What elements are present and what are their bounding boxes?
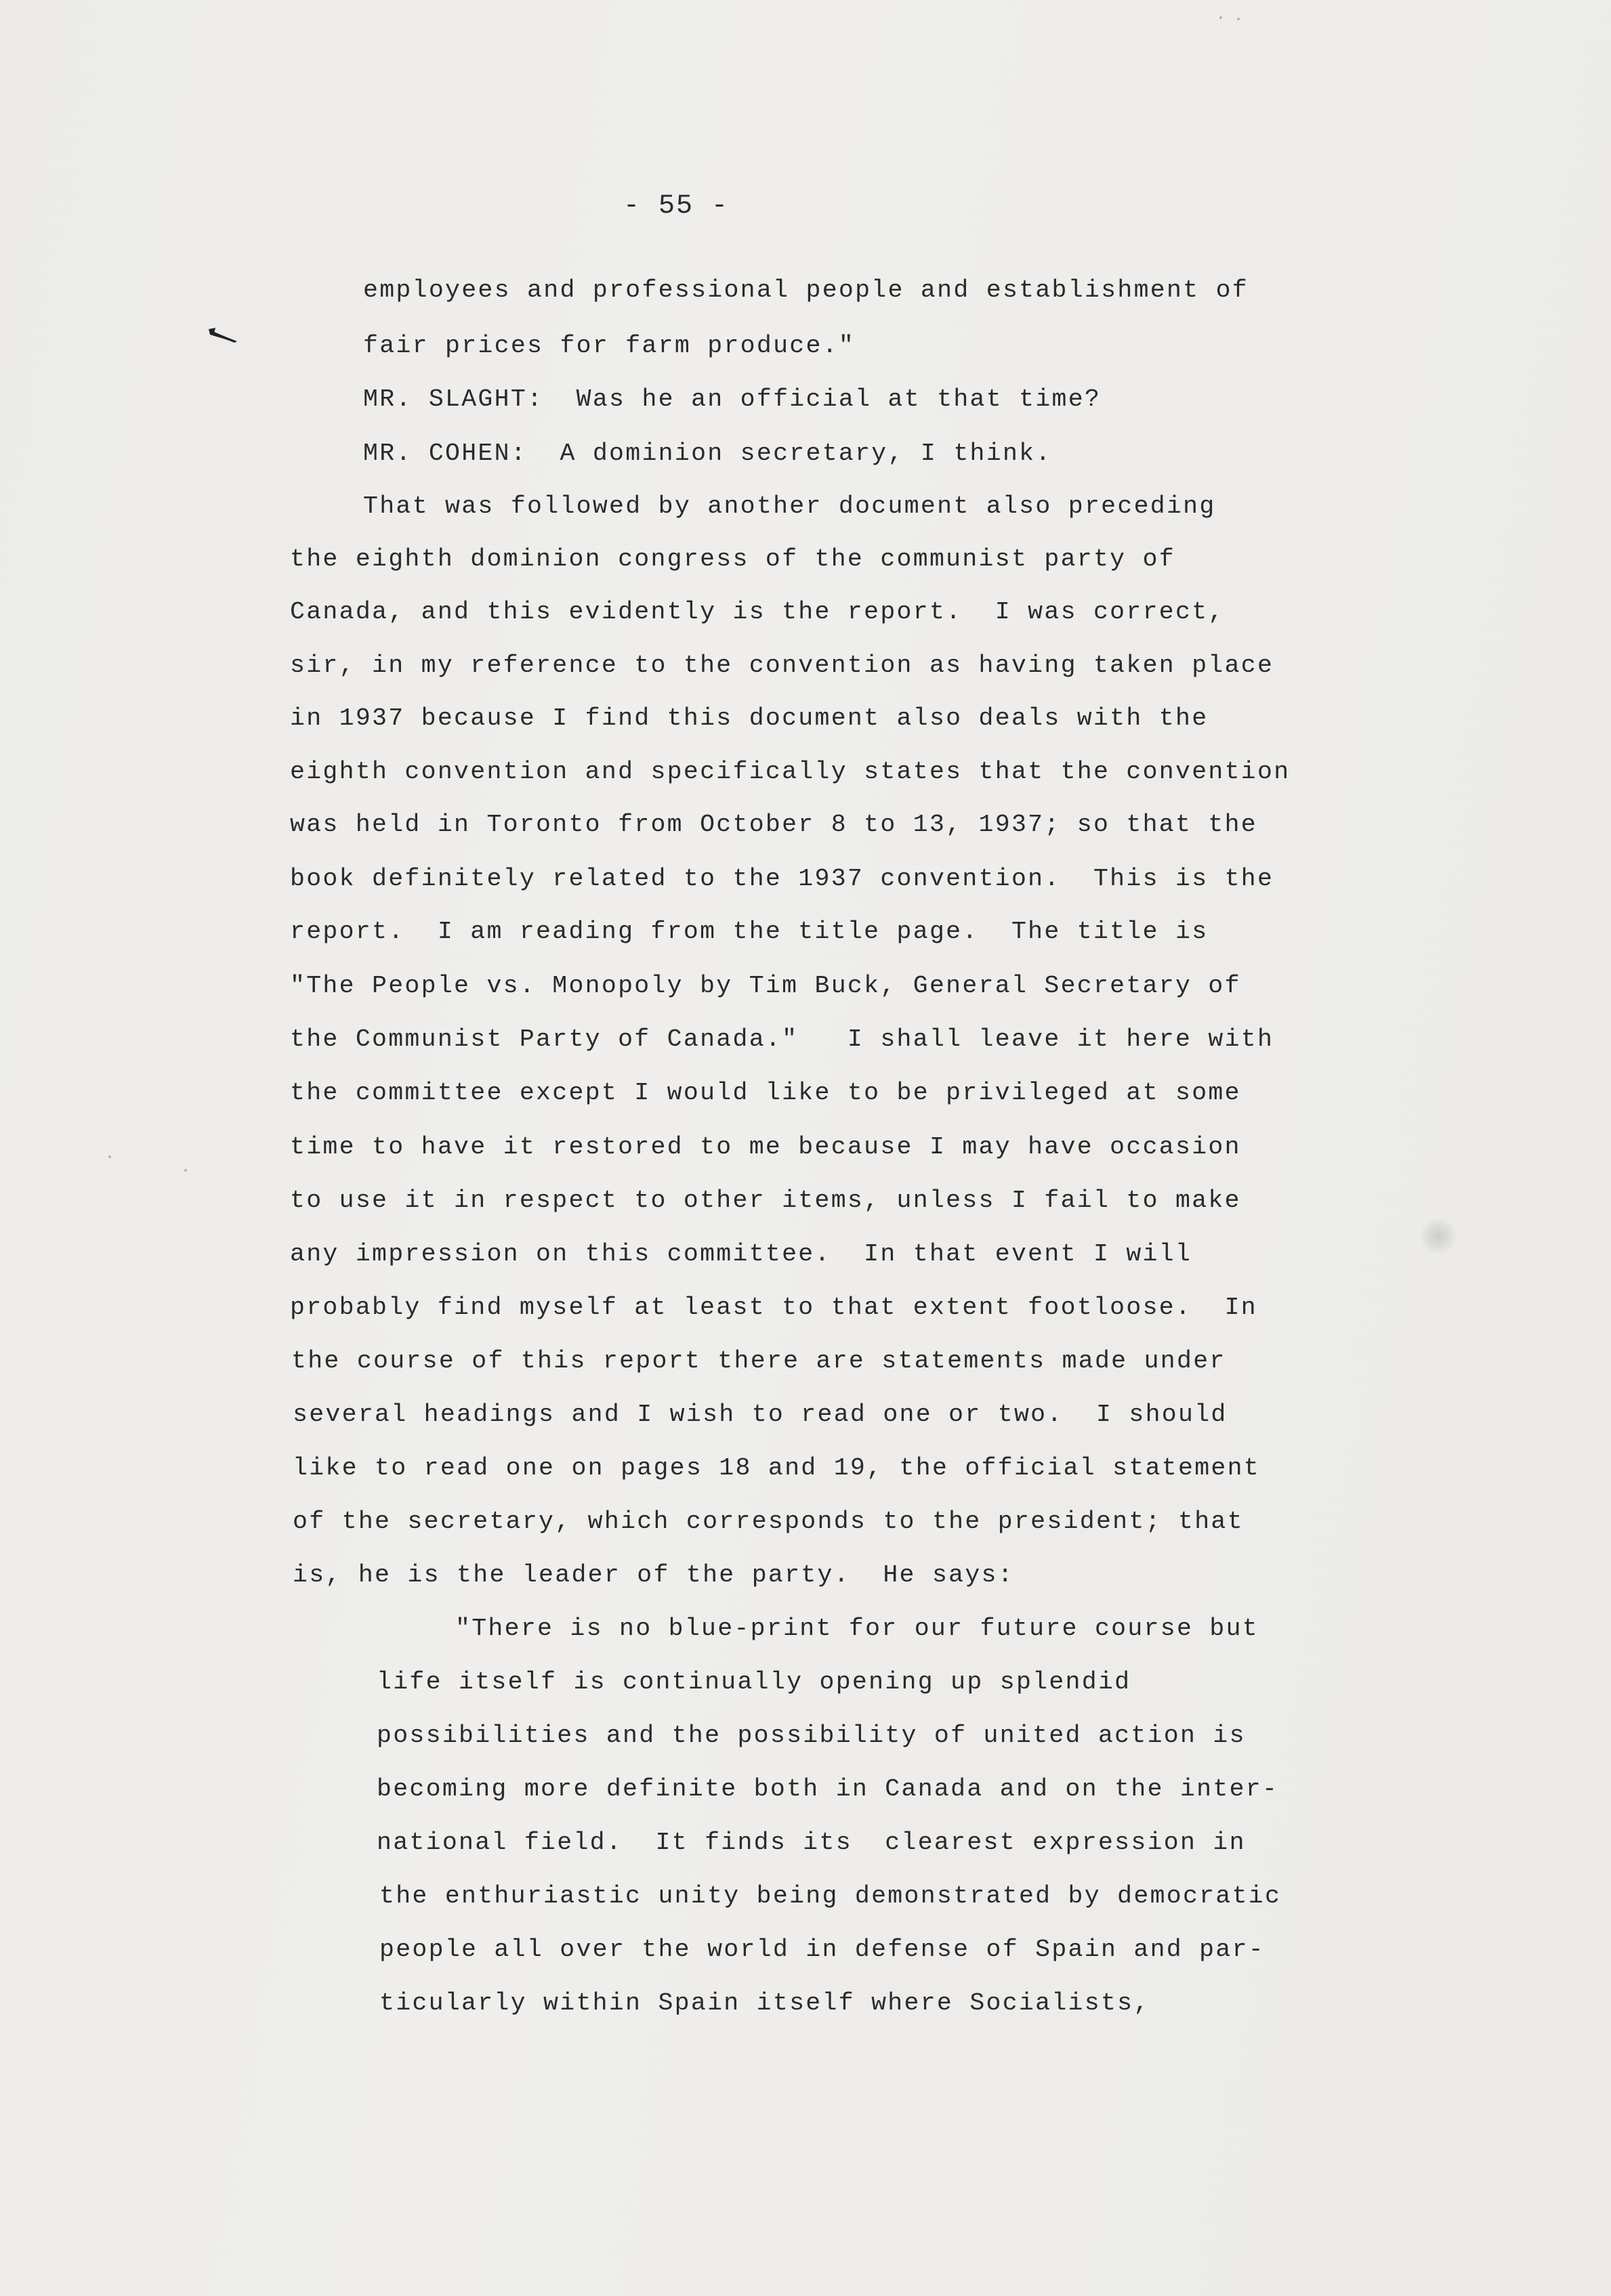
paper-speck: [108, 1155, 111, 1158]
text-line: like to read one on pages 18 and 19, the official statement: [293, 1454, 1261, 1482]
quote-line: becoming more definite both in Canada and on the inter-: [377, 1775, 1279, 1803]
text-line: the committee except I would like to be privileged at some: [290, 1079, 1241, 1107]
quote-line: national field. It finds its clearest expression in: [377, 1829, 1246, 1856]
quote-line: people all over the world in defense of Spain and par-: [379, 1936, 1265, 1963]
quote-line: "There is no blue-print for our future course but: [455, 1615, 1259, 1642]
text-line: employees and professional people and establishment of: [363, 276, 1249, 304]
text-line: in 1937 because I find this document also deals with the: [290, 704, 1209, 732]
text-line: the Communist Party of Canada." I shall leave it here with: [290, 1025, 1274, 1053]
check-mark-icon: [207, 326, 238, 344]
quote-line: the enthuriastic unity being demonstrated by democratic: [379, 1882, 1282, 1910]
quote-line: life itself is continually opening up splendid: [377, 1668, 1131, 1696]
quote-line: ticularly within Spain itself where Socialists,: [379, 1989, 1150, 2017]
text-line: fair prices for farm produce.": [363, 332, 856, 360]
text-line: Canada, and this evidently is the report. I was correct,: [290, 598, 1225, 626]
text-line: That was followed by another document also preceding: [363, 492, 1216, 520]
text-line: the course of this report there are statements made under: [291, 1347, 1226, 1375]
paper-speck: [1219, 16, 1222, 19]
text-line: report. I am reading from the title page. The title is: [290, 918, 1209, 945]
text-line: any impression on this committee. In that event I will: [290, 1240, 1192, 1268]
paper-speck: [1237, 18, 1240, 20]
text-line: probably find myself at least to that extent footloose. In: [290, 1294, 1258, 1321]
text-line: to use it in respect to other items, unless I fail to make: [290, 1187, 1241, 1214]
page-number: - 55 -: [623, 191, 730, 221]
text-line: of the secretary, which corresponds to the president; that: [293, 1508, 1244, 1535]
text-line: time to have it restored to me because I may have occasion: [290, 1133, 1241, 1161]
text-line: eighth convention and specifically states that the convention: [290, 758, 1291, 786]
text-line: several headings and I wish to read one or two. I should: [293, 1401, 1228, 1428]
quote-line: possibilities and the possibility of united action is: [377, 1722, 1246, 1749]
text-line: "The People vs. Monopoly by Tim Buck, General Secretary of: [290, 972, 1241, 1000]
text-line: is, he is the leader of the party. He says:: [293, 1561, 1014, 1589]
text-line: MR. COHEN: A dominion secretary, I think.: [363, 440, 1052, 467]
paper-speck: [184, 1169, 187, 1172]
text-line: was held in Toronto from October 8 to 13, 1937; so that the: [290, 811, 1258, 838]
text-line: the eighth dominion congress of the communist party of: [290, 545, 1175, 573]
ink-smudge: [1420, 1218, 1457, 1254]
text-line: sir, in my reference to the convention as having taken place: [290, 652, 1274, 679]
text-line: book definitely related to the 1937 convention. This is the: [290, 865, 1274, 893]
text-line: MR. SLAGHT: Was he an official at that time?: [363, 385, 1102, 413]
